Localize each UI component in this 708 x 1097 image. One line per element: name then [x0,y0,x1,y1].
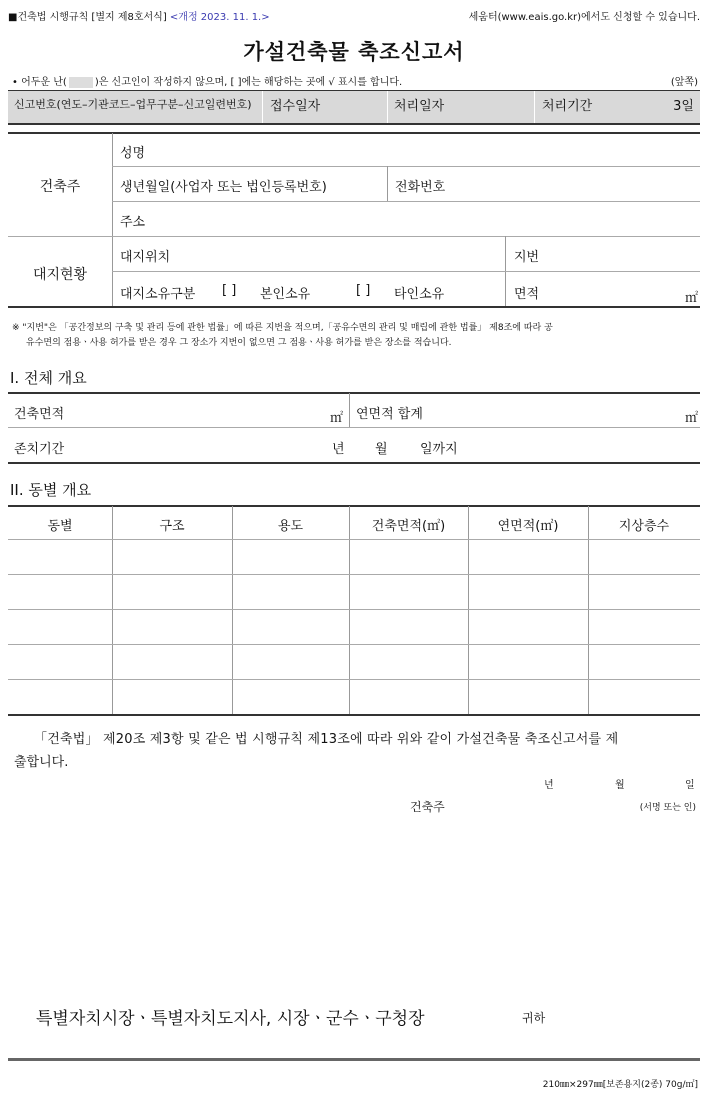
table-cell[interactable] [588,610,700,644]
column-header: 지상층수 [618,519,670,534]
divider [387,166,388,201]
table-cell[interactable] [468,680,588,714]
table-cell[interactable] [349,645,468,679]
date-month: 월 [615,780,625,791]
law-reference: ■건축법 시행규칙 [별지 제8호서식] [8,12,167,23]
area-unit: ㎡ [684,291,698,306]
signature-field[interactable]: (서명 또는 인) [639,803,696,813]
table-cell[interactable] [232,610,349,644]
form-reference [8,8,270,23]
divider [112,271,700,272]
instruction [12,73,402,88]
site-section-label: 대지현황 [32,267,88,283]
table-cell[interactable] [468,575,588,609]
total-floor-area-field[interactable]: 연면적 합계 [356,407,423,422]
instruction-part2: )은 신고인이 작성하지 않으며, [ ]에는 해당하는 곳에 √ 표시를 합니다. [94,77,403,88]
divider [8,392,700,394]
instruction-part1: • 어두운 난( [12,77,67,88]
table-cell[interactable] [112,645,232,679]
divider [8,123,700,125]
site-location-field[interactable]: 대지위치 [120,250,171,265]
table-cell[interactable] [232,645,349,679]
declaration-line1: 「건축법」 제20조 제3항 및 같은 법 시행규칙 제13조에 따라 위와 같이 가설건축물 축조신고서를 제 [34,732,619,747]
shaded-box-sample [69,77,93,88]
table-cell[interactable] [468,610,588,644]
divider [8,462,700,464]
owner-phone-field[interactable]: 전화번호 [395,180,446,195]
table-cell[interactable] [588,680,700,714]
table-cell[interactable] [232,680,349,714]
other-checkbox[interactable]: [ ] [356,283,371,298]
building-area-field[interactable]: 건축면적 [14,407,65,422]
table-cell[interactable] [112,575,232,609]
signer-label: 건축주 [410,800,445,814]
divider [387,91,388,123]
divider [8,714,700,716]
divider [8,427,700,428]
duration-until: 일까지 [420,442,458,457]
revision-date: <개정 2023. 11. 1.> [169,12,270,23]
divider [8,236,700,237]
table-cell[interactable] [232,575,349,609]
online-notice: 세움터(www.eais.go.kr)에서도 신청할 수 있습니다. [468,12,700,23]
table-cell[interactable] [112,680,232,714]
declaration-line2: 출합니다. [14,755,69,770]
paper-spec: 210㎜×297㎜[보존용지(2종) 70g/㎡] [542,1080,698,1090]
overview-heading: I. 전체 개요 [10,369,87,387]
table-cell[interactable] [8,540,112,574]
divider [262,91,263,123]
table-cell[interactable] [8,610,112,644]
owner-address-field[interactable]: 주소 [120,215,146,230]
table-cell[interactable] [588,645,700,679]
owner-name-field[interactable]: 성명 [120,146,146,161]
date-day: 일 [685,780,695,791]
column-header: 구조 [159,519,185,534]
divider [534,91,535,123]
processing-period-label: 처리기간 [542,99,593,114]
owner-birth-field[interactable]: 생년월일(사업자 또는 법인등록번호) [120,180,327,195]
table-cell[interactable] [349,540,468,574]
duration-month: 월 [375,442,388,457]
divider [349,393,350,427]
date-year: 년 [544,780,554,791]
divider [112,166,700,167]
other-option-label: 타인소유 [394,287,445,302]
page-title: 가설건축물 축조신고서 [243,40,465,64]
divider [8,1058,700,1061]
recipient-name: 특별자치시장ㆍ특별자치도지사, 시장ㆍ군수ㆍ구청장 [36,1009,425,1029]
divider [112,201,700,202]
table-cell[interactable] [8,680,112,714]
table-cell[interactable] [588,575,700,609]
table-cell[interactable] [588,540,700,574]
own-checkbox[interactable]: [ ] [222,283,237,298]
front-side-label: (앞쪽) [670,77,698,88]
lot-note-line2: 유수면의 점용ㆍ사용 허가를 받은 경우 그 장소가 지번이 없으면 그 점용ㆍ사용 허가를 받은 장소를 적습니다. [26,338,452,348]
duration-year: 년 [332,442,345,457]
own-option-label: 본인소유 [260,287,311,302]
owner-section-label: 건축주 [39,179,81,195]
received-date-label: 접수일자 [270,99,321,114]
table-cell[interactable] [468,540,588,574]
recipient-honorific: 귀하 [522,1011,546,1025]
site-lot-field[interactable]: 지번 [514,250,540,265]
duration-field[interactable]: 존치기간 [14,442,65,457]
table-cell[interactable] [112,610,232,644]
table-cell[interactable] [349,575,468,609]
report-number-label: 신고번호(연도–기관코드–업무구분–신고일련번호) [14,98,252,111]
table-cell[interactable] [8,645,112,679]
total-floor-area-unit: ㎡ [684,411,698,426]
building-heading: II. 동별 개요 [10,481,92,499]
divider [112,133,113,306]
divider [8,306,700,308]
lot-note-line1: ※ "지번"은 「공간정보의 구축 및 관리 등에 관한 법률」에 따른 지번을 적으며,「공유수면의 관리 및 매립에 관한 법률」 제8조에 따라 공 [12,323,553,333]
column-header: 용도 [277,519,304,534]
table-cell[interactable] [468,645,588,679]
table-cell[interactable] [8,575,112,609]
column-header: 연면적(㎡) [497,519,559,534]
table-cell[interactable] [349,680,468,714]
ownership-label: 대지소유구분 [120,287,196,302]
processed-date-label: 처리일자 [394,99,445,114]
processing-period-value: 3일 [673,99,694,114]
table-cell[interactable] [232,540,349,574]
table-cell[interactable] [112,540,232,574]
table-cell[interactable] [349,610,468,644]
column-header: 동별 [47,519,73,534]
building-area-unit: ㎡ [330,411,344,426]
column-header: 건축면적(㎡) [371,519,446,534]
site-area-field[interactable]: 면적 [514,287,540,302]
